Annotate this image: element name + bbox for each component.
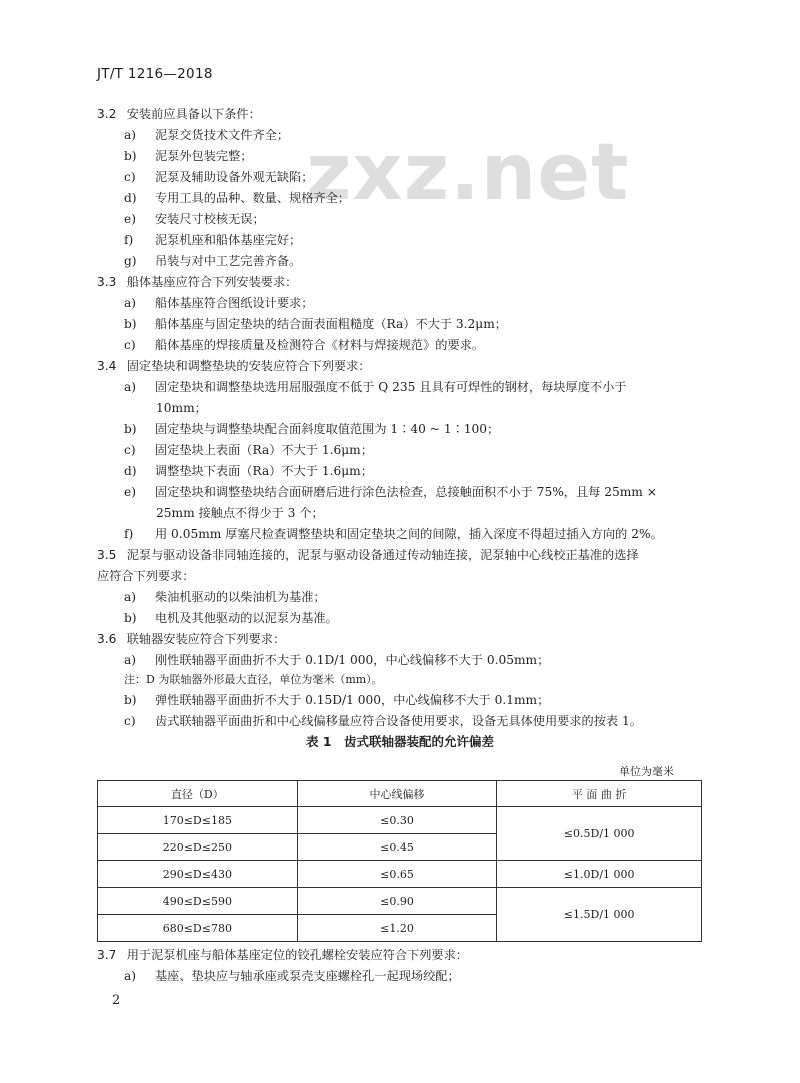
list-item [124,337,484,353]
item-text: 基座、垫块应与轴承座或泵壳支座螺栓孔一起现场绞配； [155,969,460,983]
list-item [124,692,549,708]
section-continuation: 应符合下列要求： [97,569,195,583]
header-offset: 中心线偏移 [297,781,497,807]
item-label: d) [124,191,137,205]
section-text: 船体基座应符合下列安装要求： [126,275,298,289]
tolerance-table [97,780,702,942]
item-text: 船体基座的焊接质量及检测符合《材料与焊接规范》的要求。 [155,338,485,352]
item-text: 泥泵外包装完整； [155,149,253,163]
list-item [124,652,549,668]
list-item [124,148,253,164]
item-label: e) [124,212,136,226]
item-label: a) [124,653,137,667]
cell-bend: ≤0.5D/1 000 [497,807,702,861]
item-text: 电机及其他驱动的以泥泵为基准。 [155,611,338,625]
list-item [124,253,301,269]
cell-offset: ≤0.30 [297,807,497,834]
section-number: 3.4 [97,359,117,373]
list-item [124,589,326,605]
item-text: 专用工具的品种、数量、规格齐全； [155,191,350,205]
item-text: 泥泵交货技术文件齐全； [155,128,290,142]
item-label: c) [124,338,136,352]
cell-diameter: 290≤D≤430 [98,861,298,888]
list-item [124,169,313,185]
cell-bend: ≤1.5D/1 000 [497,888,702,942]
section-number: 3.3 [97,275,117,289]
list-item [124,316,507,332]
section-text: 固定垫块和调整垫块的安装应符合下列要求： [126,359,371,373]
item-text: 泥泵机座和船体基座完好； [155,233,302,247]
item-text: 弹性联轴器平面曲折不大于 0.15D/1 000，中心线偏移不大于 0.1mm； [155,693,550,707]
cell-diameter: 490≤D≤590 [98,888,298,915]
section-number: 3.6 [97,632,117,646]
list-item [124,713,642,729]
item-text: 安装尺寸校核无误； [155,212,265,226]
section-number: 3.7 [97,948,117,962]
item-label: b) [124,422,137,436]
item-label: b) [124,693,137,707]
section-text: 用于泥泵机座与船体基座定位的铰孔螺栓安装应符合下列要求： [126,948,468,962]
list-item [124,610,338,626]
item-label: a) [124,969,137,983]
list-item [124,127,289,143]
item-label: b) [124,317,137,331]
item-text: 柴油机驱动的以柴油机为基准； [155,590,326,604]
standard-header: JT/T 1216—2018 [97,66,213,82]
item-continuation: 25mm 接触点不得少于 3 个； [156,506,324,520]
header-diameter: 直径（D） [98,781,298,807]
item-text: 泥泵及辅助设备外观无缺陷； [155,170,314,184]
item-text: 船体基座符合图纸设计要求； [155,296,314,310]
section-text: 安装前应具备以下条件： [126,107,261,121]
list-item [124,295,313,311]
item-text: 调整垫块下表面（Ra）不大于 1.6μm； [155,464,373,478]
section-text: 联轴器安装应符合下列要求： [126,632,286,646]
item-label: a) [124,590,137,604]
section-3-3 [97,274,297,290]
watermark: zxz.net [306,128,630,218]
table-header-row [98,781,702,807]
list-item [124,463,373,479]
list-item [124,442,373,458]
section-number: 3.5 [97,548,117,562]
item-text: 用 0.05mm 厚塞尺检查调整垫块和固定垫块之间的间隙，插入深度不得超过插入方向的 2%。 [155,527,663,541]
section-3-4 [97,358,371,374]
item-continuation: 10mm； [156,401,207,415]
cell-diameter: 680≤D≤780 [98,915,298,942]
item-text: 固定垫块和调整垫块选用屈服强度不低于 Q 235 且具有可焊性的钢材，每块厚度不小于 [155,380,627,394]
item-text: 齿式联轴器平面曲折和中心线偏移量应符合设备使用要求，设备无具体使用要求的按表 1。 [155,714,642,728]
cell-diameter: 170≤D≤185 [98,807,298,834]
item-text: 固定垫块和调整垫块结合面研磨后进行涂色法检查，总接触面积不小于 75%，且每 25mm × [155,485,657,499]
item-label: e) [124,485,136,499]
list-item [124,190,350,206]
item-label: b) [124,611,137,625]
item-label: b) [124,149,137,163]
list-item [124,421,499,437]
item-label: a) [124,380,137,394]
header-bend: 平 面 曲 折 [497,781,702,807]
item-label: g) [124,254,137,268]
list-item [124,968,460,984]
item-label: a) [124,128,137,142]
item-label: c) [124,170,136,184]
item-label: f) [124,233,134,247]
table-row [98,888,702,915]
item-text: 刚性联轴器平面曲折不大于 0.1D/1 000，中心线偏移不大于 0.05mm； [155,653,550,667]
cell-diameter: 220≤D≤250 [98,834,298,861]
table-unit: 单位为毫米 [619,765,674,778]
section-3-7 [97,947,468,963]
table-row [98,807,702,834]
list-item [124,379,626,395]
cell-offset: ≤1.20 [297,915,497,942]
item-label: c) [124,714,136,728]
list-item [124,232,301,248]
item-label: c) [124,443,136,457]
cell-offset: ≤0.65 [297,861,497,888]
table-row [98,861,702,888]
cell-offset: ≤0.90 [297,888,497,915]
item-text: 固定垫块上表面（Ra）不大于 1.6μm； [155,443,373,457]
item-label: f) [124,527,134,541]
list-item [124,526,663,542]
section-3-2 [97,106,261,122]
item-label: d) [124,464,137,478]
list-item [124,211,265,227]
note: 注：D 为联轴器外形最大直径，单位为毫米（mm）。 [124,673,383,686]
item-label: a) [124,296,137,310]
section-number: 3.2 [97,107,117,121]
table-caption: 表 1 齿式联轴器装配的允许偏差 [305,734,495,749]
section-text: 泥泵与驱动设备非同轴连接的，泥泵与驱动设备通过传动轴连接，泥泵轴中心线校正基准的选择 [126,548,639,562]
cell-offset: ≤0.45 [297,834,497,861]
section-3-6 [97,631,285,647]
cell-bend: ≤1.0D/1 000 [497,861,702,888]
item-text: 船体基座与固定垫块的结合面表面粗糙度（Ra）不大于 3.2μm； [155,317,507,331]
section-3-5 [97,547,639,563]
item-text: 吊装与对中工艺完善齐备。 [155,254,302,268]
item-text: 固定垫块与调整垫块配合面斜度取值范围为 1∶40 ~ 1∶100； [155,422,500,436]
list-item [124,484,657,500]
page-number: 2 [112,993,121,1008]
